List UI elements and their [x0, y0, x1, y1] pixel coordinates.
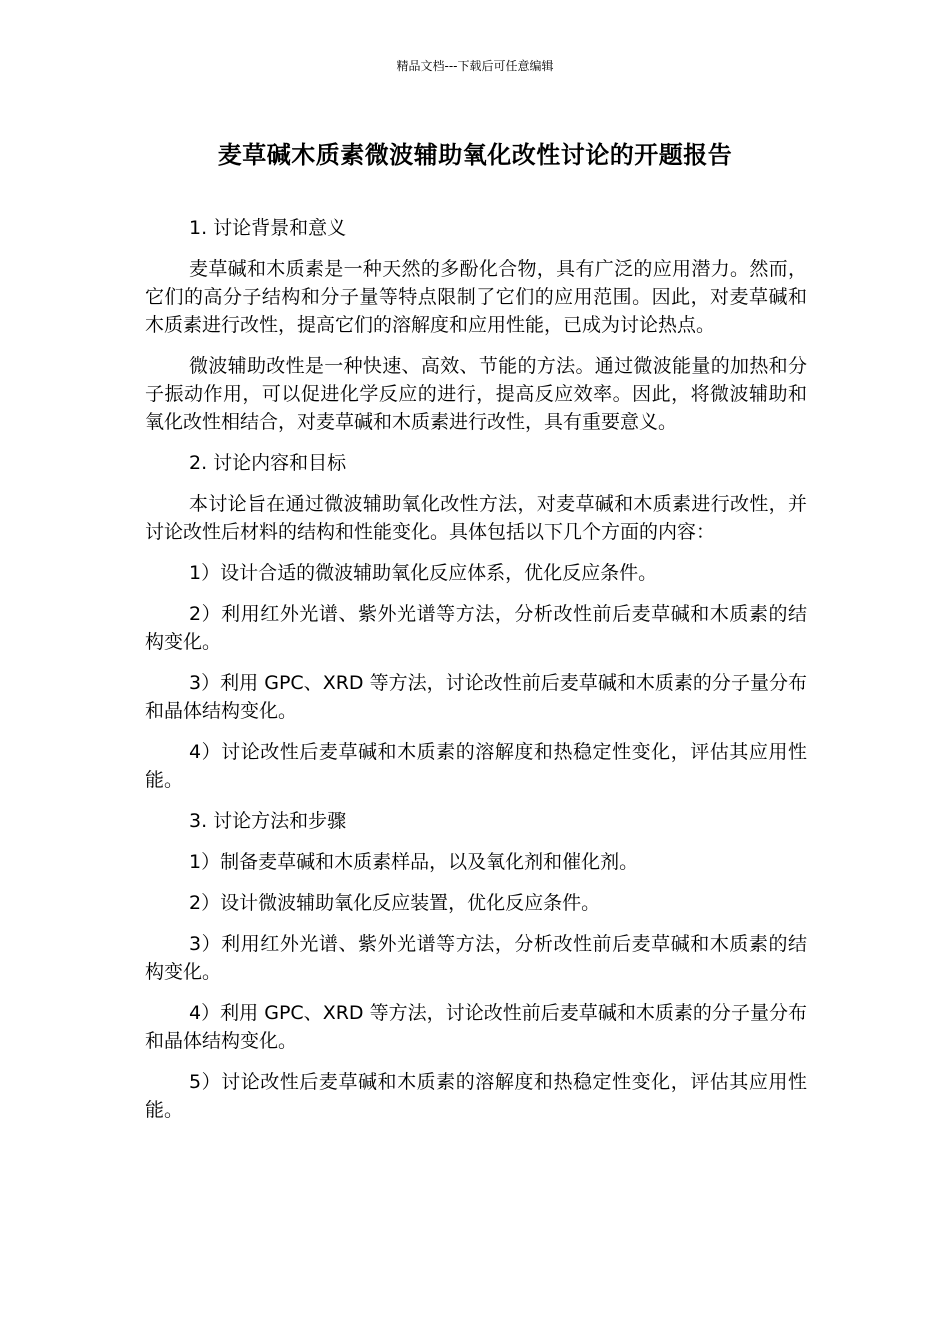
list-item: 1）设计合适的微波辅助氧化反应体系，优化反应条件。	[189, 562, 658, 584]
page-header: 精品文档---下载后可任意编辑	[396, 59, 554, 73]
section-heading: 2. 讨论内容和目标	[189, 452, 347, 474]
list-item: 4）利用 GPC、XRD 等方法，讨论改性前后麦草碱和木质素的分子量分布和晶体结构变化。	[145, 1002, 807, 1052]
list-item: 4）讨论改性后麦草碱和木质素的溶解度和热稳定性变化，评估其应用性能。	[145, 741, 807, 791]
paragraph: 麦草碱和木质素是一种天然的多酚化合物，具有广泛的应用潜力。然而，它们的高分子结构和分子量等特点限制了它们的应用范围。因此，对麦草碱和木质素进行改性，提高它们的溶解度和应用性能，已成为讨论热点。	[145, 258, 807, 336]
list-item: 3）利用 GPC、XRD 等方法，讨论改性前后麦草碱和木质素的分子量分布和晶体结构变化。	[145, 672, 807, 722]
section-heading: 3. 讨论方法和步骤	[189, 810, 347, 832]
section-heading: 1. 讨论背景和意义	[189, 217, 347, 239]
document-body	[145, 214, 807, 1137]
document-title: 麦草碱木质素微波辅助氧化改性讨论的开题报告	[217, 141, 733, 169]
list-item: 1）制备麦草碱和木质素样品，以及氧化剂和催化剂。	[189, 851, 639, 873]
paragraph: 本讨论旨在通过微波辅助氧化改性方法，对麦草碱和木质素进行改性，并讨论改性后材料的结构和性能变化。具体包括以下几个方面的内容：	[145, 493, 807, 543]
list-item: 2）利用红外光谱、紫外光谱等方法，分析改性前后麦草碱和木质素的结构变化。	[145, 603, 807, 653]
list-item: 2）设计微波辅助氧化反应装置，优化反应条件。	[189, 892, 601, 914]
paragraph: 微波辅助改性是一种快速、高效、节能的方法。通过微波能量的加热和分子振动作用，可以促进化学反应的进行，提高反应效率。因此，将微波辅助和氧化改性相结合，对麦草碱和木质素进行改性，具有重要意义。	[145, 355, 807, 433]
list-item: 5）讨论改性后麦草碱和木质素的溶解度和热稳定性变化，评估其应用性能。	[145, 1071, 807, 1121]
list-item: 3）利用红外光谱、紫外光谱等方法，分析改性前后麦草碱和木质素的结构变化。	[145, 933, 807, 983]
